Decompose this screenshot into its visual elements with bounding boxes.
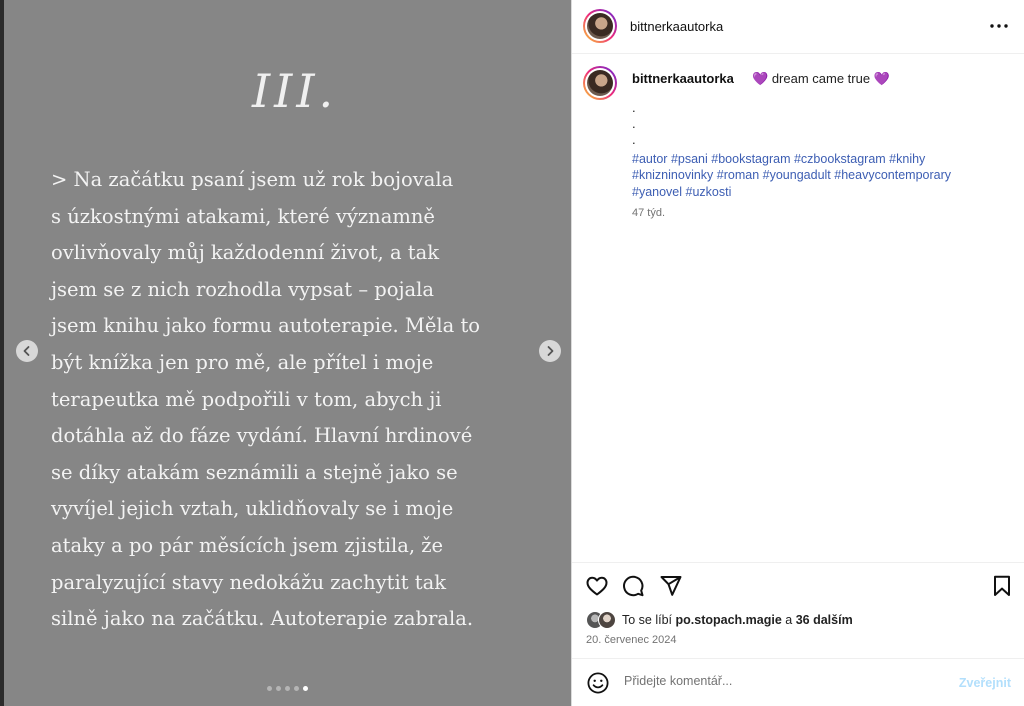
hashtag-link[interactable]: #psani	[670, 152, 708, 166]
purple-heart-icon: 💜	[752, 71, 769, 86]
liker-avatar[interactable]	[598, 611, 616, 629]
likes-text	[622, 613, 853, 627]
dot-line: .	[632, 100, 636, 115]
carousel-dot	[285, 686, 290, 691]
hashtag-link[interactable]: #knizninovinky	[632, 168, 714, 183]
carousel-dot	[303, 686, 308, 691]
hashtag-link[interactable]: #youngadult	[762, 168, 831, 183]
hashtag-link[interactable]: #roman	[716, 168, 760, 183]
chapter-heading: III.	[252, 64, 338, 118]
send-icon[interactable]	[659, 574, 683, 598]
caption-text	[752, 71, 890, 87]
story-text	[51, 162, 551, 638]
hashtag-list	[632, 151, 1002, 200]
likes-others-link[interactable]: 36 dalším	[795, 613, 853, 627]
carousel-dot	[276, 686, 281, 691]
carousel-prev-button[interactable]	[16, 340, 38, 362]
more-options-button[interactable]	[987, 14, 1011, 38]
caption-message: dream came true	[771, 71, 871, 86]
story-line: vyvíjel jejich vztah, uklidňovaly se i moje	[51, 497, 454, 521]
story-line: ovlivňovaly můj každodenní život, a tak	[51, 241, 440, 265]
header-username[interactable]: bittnerkaautorka	[630, 19, 724, 34]
carousel-dot	[267, 686, 272, 691]
comment-input[interactable]	[622, 673, 946, 689]
chevron-right-icon	[544, 345, 556, 357]
caption-username[interactable]: bittnerkaautorka	[632, 71, 734, 86]
chevron-left-icon	[21, 345, 33, 357]
post-header	[572, 0, 1024, 54]
story-line: terapeutka mě podpořili v tom, abych ji	[51, 387, 442, 411]
purple-heart-icon: 💜	[873, 71, 890, 86]
likes-prefix: To se líbí	[622, 613, 673, 627]
hashtag-link[interactable]: #yanovel	[632, 184, 683, 199]
hashtag-link[interactable]: #uzkosti	[685, 184, 732, 199]
story-line: s úzkostnými atakami, které významně	[51, 204, 435, 228]
post-media[interactable]	[4, 0, 571, 706]
bookmark-icon[interactable]	[990, 574, 1014, 598]
story-line: ataky a po pár měsících jsem zjistila, že	[51, 533, 444, 557]
carousel-dot	[294, 686, 299, 691]
story-line: > Na začátku psaní jsem už rok bojovala	[51, 168, 454, 191]
carousel-indicator	[267, 686, 308, 691]
story-line: být knížka jen pro mě, ale přítel i moje	[51, 350, 434, 374]
carousel-next-button[interactable]	[539, 340, 561, 362]
hashtag-link[interactable]: #autor	[632, 152, 668, 166]
dot-line: .	[632, 132, 636, 147]
caption-timestamp[interactable]: 47 týd.	[632, 207, 666, 219]
dot-line: .	[632, 116, 636, 131]
likes-summary	[586, 611, 853, 629]
comment-icon[interactable]	[621, 574, 645, 598]
story-line: se díky atakám seznámili a stejně jako se	[51, 460, 458, 484]
post-date[interactable]: 20. červenec 2024	[586, 634, 677, 646]
hashtag-link[interactable]: #heavycontemporary	[834, 168, 951, 183]
hashtag-link[interactable]: #bookstagram	[711, 152, 791, 166]
story-line: jsem knihu jako formu autoterapie. Měla to	[51, 314, 481, 338]
likes-conjunction: a	[785, 613, 793, 627]
hashtag-link[interactable]: #knihy	[889, 152, 926, 166]
divider	[572, 562, 1024, 563]
story-line: dotáhla až do fáze vydání. Hlavní hrdinové	[51, 424, 473, 448]
post-side-panel	[571, 0, 1024, 706]
emoji-icon[interactable]	[586, 671, 610, 695]
avatar[interactable]	[583, 9, 617, 43]
profile-photo	[587, 13, 613, 39]
story-line: silně jako na začátku. Autoterapie zabrala.	[51, 607, 474, 631]
story-line: jsem se z nich rozhodla vypsat – pojala	[51, 277, 435, 301]
caption-avatar[interactable]	[583, 66, 617, 100]
profile-photo	[587, 70, 613, 96]
caption-dot-lines	[632, 100, 636, 148]
comment-form	[572, 658, 1024, 706]
heart-icon[interactable]	[585, 574, 609, 598]
story-line: paralyzující stavy nedokážu zachytit tak	[51, 570, 447, 594]
post-comment-button[interactable]: Zveřejnit	[958, 676, 1011, 690]
hashtag-link[interactable]: #czbookstagram	[793, 152, 886, 166]
liker-username[interactable]: po.stopach.magie	[675, 613, 782, 627]
more-horizontal-icon	[990, 24, 1008, 28]
